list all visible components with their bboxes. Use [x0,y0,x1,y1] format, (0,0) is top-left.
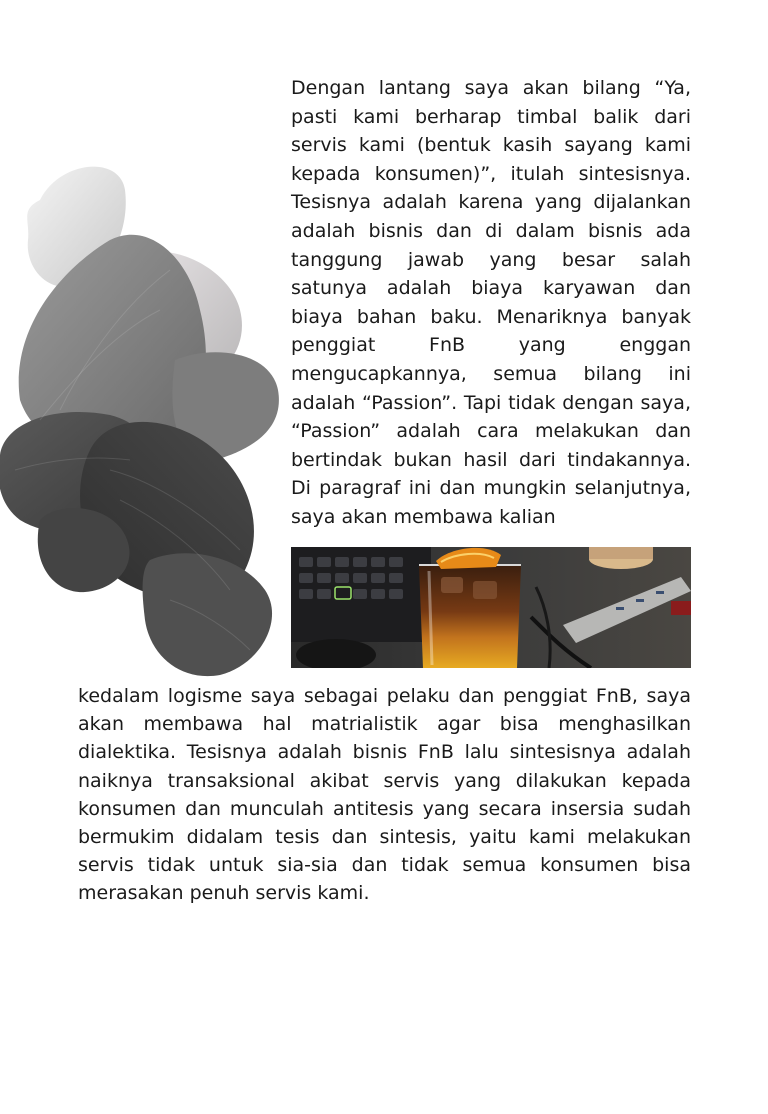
paragraph-top: Dengan lantang saya akan bilang “Ya, pasti kami berharap timbal balik dari servis kami (bentuk kasih sayang kami kepada konsumen)”, itulah sintesisnya. Tesisnya adalah karena yang dijalankan adalah bisnis dan di dalam bisnis ada tanggung jawab yang besar salah satunya adalah biaya karyawan dan biaya bahan baku. Menariknya banyak penggiat FnB yang enggan mengucapkannya, semua bilang ini adalah “Passion”. Tapi tidak dengan saya, “Passion” adalah cara melakukan dan bertindak bukan hasil dari tindakannya. Di paragraf ini dan mungkin selanjutnya, saya akan membawa kalian [291,77,691,528]
photo-coffee-drink [291,547,691,668]
paragraph-bottom: kedalam logisme saya sebagai pelaku dan penggiat FnB, saya akan membawa hal matrialistik agar bisa menghasilkan dialektika. Tesisnya adalah bisnis FnB lalu sintesisnya adalah naiknya transaksional akibat servis yang dilakukan kepada konsumen dan munculah antitesis yang secara insersia sudah bermukim didalam tesis dan sintesis, yaitu kami melakukan servis tidak untuk sia-sia dan tidak semua konsumen bisa merasakan penuh servis kami. [78,685,691,905]
flower-illustration [0,160,290,680]
